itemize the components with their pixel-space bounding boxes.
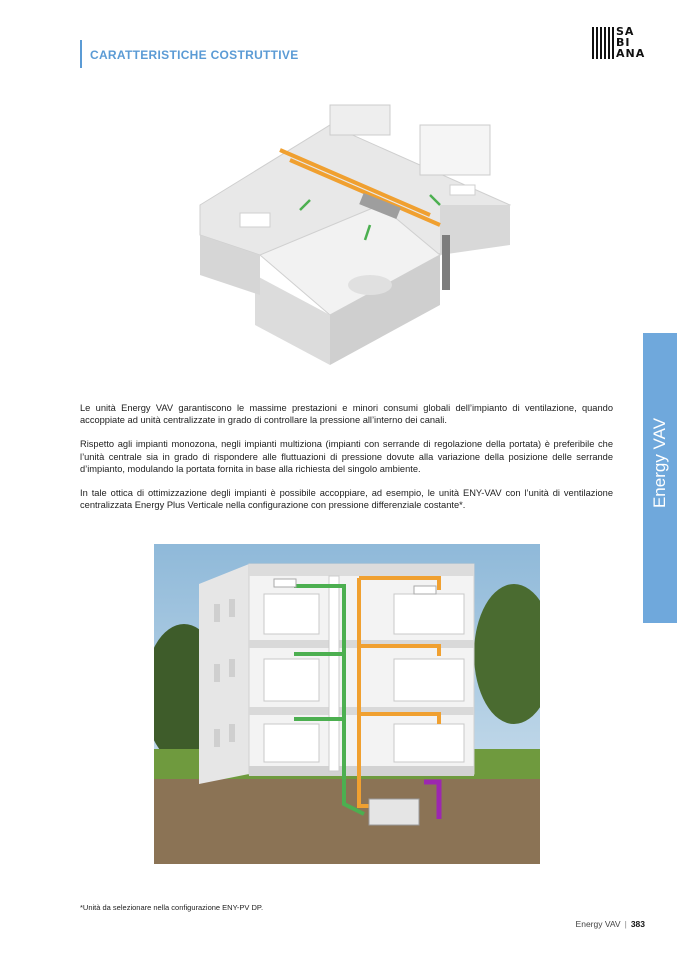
footer-label: Energy VAV [575,919,621,929]
side-tab[interactable] [643,333,677,623]
logo-line-3: ANA [616,47,646,60]
building-ventilation-illustration [154,544,540,864]
paragraph-3: In tale ottica di ottimizzazione degli impianti è possibile accoppiare, ad esempio, le unità ENY-VAV con l’unità di ventilazione centralizzata Energy Plus Verticale nella configurazione con pressione differenziale costante*. [80,488,613,511]
footer-separator: | [624,919,627,929]
paragraph-2: Rispetto agli impianti monozona, negli impianti multiziona (impianti con serrande di regolazione della portata) è preferibile che l’unità centrale sia in grado di rispondere alle fluttuazioni di pressione dovute alla variazione della posizione delle serrande d’impianto, modulando la portata fornita in base alla richiesta del singolo ambiente. [80,439,613,474]
page-number: 383 [630,919,645,929]
logo-stripes-icon [590,26,616,60]
apartment-ventilation-illustration [180,85,530,375]
sabiana-logo [590,26,648,60]
footnote: *Unità da selezionare nella configurazione ENY-PV DP. [80,903,264,912]
logo-line-1: SA [616,25,635,38]
paragraph-1: Le unità Energy VAV garantiscono le massime prestazioni e minori consumi globali dell’impianto di ventilazione, quando accoppiate ad unità centralizzate in grado di controllare la pressione all’interno dei canali. [80,403,613,426]
side-tab-label: Energy VAV [650,417,669,509]
section-title: CARATTERISTICHE COSTRUTTIVE [90,48,299,62]
logo-wordmark [616,26,648,59]
header-accent-bar [80,40,82,68]
logo-line-2: BI [616,36,631,49]
body-text [80,402,613,523]
page-footer [576,919,645,929]
